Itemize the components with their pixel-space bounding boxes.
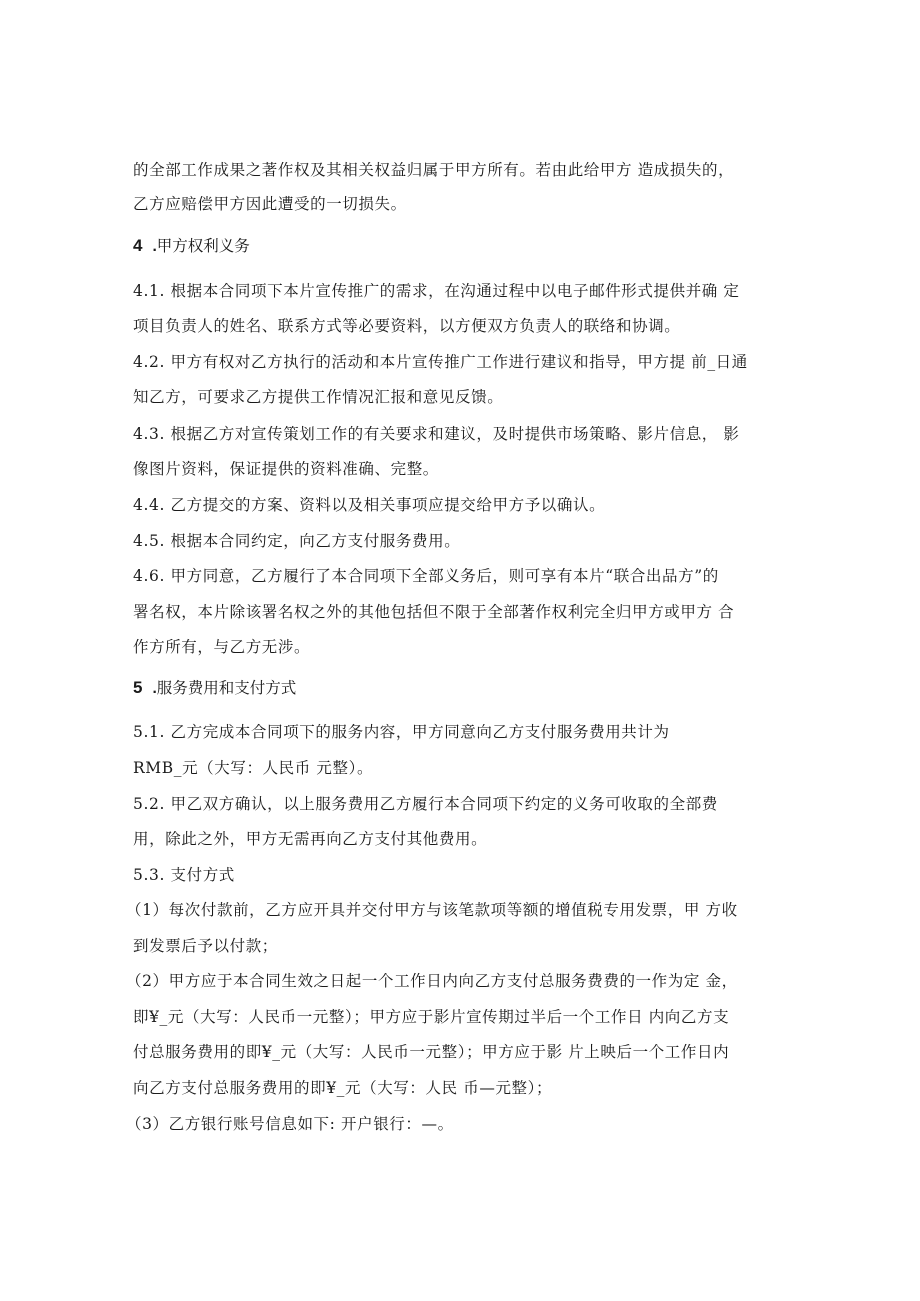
item-2-line-2: 即¥_元（大写：人民币一元整）；甲方应于影片宣传期过半后一个工作日 内向乙方支	[133, 1008, 730, 1026]
clause-4-4: 4.4. 乙方提交的方案、资料以及相关事项应提交给甲方予以确认。	[133, 496, 606, 514]
item-2-line-1: （2）甲方应于本合同生效之日起一个工作日内向乙方支付总服务费费的一作为定 金，	[126, 972, 738, 990]
line-0: 的全部工作成果之著作权及其相关权益归属于甲方所有。若由此给甲方 造成损失的，	[133, 161, 735, 179]
clause-5-1-line-2: RMB_元（大写：人民币 元整）。	[133, 759, 374, 777]
section-heading-4: 4 .甲方权利义务	[133, 236, 250, 255]
clause-4-5: 4.5. 根据本合同约定，向乙方支付服务费用。	[133, 532, 461, 550]
clause-4-2-line-2: 知乙方，可要求乙方提供工作情况汇报和意见反馈。	[133, 388, 504, 406]
section-heading-5: 5 .服务费用和支付方式	[133, 678, 297, 697]
item-3: （3）乙方银行账号信息如下: 开户银行：—。	[126, 1115, 454, 1133]
clause-4-3-line-2: 像图片资料，保证提供的资料准确、完整。	[133, 460, 439, 478]
line-1: 乙方应赔偿甲方因此遭受的一切损失。	[133, 195, 407, 213]
clause-4-6-line-2: 署名权，本片除该署名权之外的其他包括但不限于全部著作权利完全归甲方或甲方 合	[133, 603, 735, 621]
clause-5-3: 5.3. 支付方式	[133, 866, 235, 884]
clause-5-1-line-1: 5.1. 乙方完成本合同项下的服务内容，甲方同意向乙方支付服务费用共计为	[133, 723, 670, 741]
clause-4-6-line-3: 作方所有，与乙方无涉。	[133, 638, 311, 656]
clause-4-1-line-2: 项目负责人的姓名、联系方式等必要资料，以方便双方负责人的联络和协调。	[133, 317, 681, 335]
item-1-line-1: （1）每次付款前，乙方应开具并交付甲方与该笔款项等额的增值税专用发票，甲 方收	[126, 901, 738, 919]
item-2-line-3: 付总服务费用的即¥_元（大写：人民币一元整）；甲方应于影 片上映后一个工作日内	[133, 1043, 730, 1061]
clause-4-6-line-1: 4.6. 甲方同意，乙方履行了本合同项下全部义务后，则可享有本片“联合出品方”的	[133, 567, 719, 585]
item-1-line-2: 到发票后予以付款；	[133, 937, 278, 955]
heading-title: 服务费用和支付方式	[156, 679, 297, 697]
clause-4-3-line-1: 4.3. 根据乙方对宣传策划工作的有关要求和建议，及时提供市场策略、影片信息， 影	[133, 425, 740, 443]
heading-title: 甲方权利义务	[156, 237, 250, 255]
heading-number: 4	[133, 236, 143, 255]
clause-4-1-line-1: 4.1. 根据本合同项下本片宣传推广的需求，在沟通过程中以电子邮件形式提供并确 定	[133, 282, 740, 300]
heading-number: 5	[133, 678, 143, 697]
clause-4-2-line-1: 4.2. 甲方有权对乙方执行的活动和本片宣传推广工作进行建议和指导，甲方提 前_日通	[133, 353, 748, 371]
clause-5-2-line-2: 用，除此之外，甲方无需再向乙方支付其他费用。	[133, 830, 488, 848]
clause-5-2-line-1: 5.2. 甲乙双方确认，以上服务费用乙方履行本合同项下约定的义务可收取的全部费	[133, 795, 718, 813]
item-2-line-4: 向乙方支付总服务费用的即¥_元（大写：人民 币—元整）；	[133, 1079, 553, 1097]
